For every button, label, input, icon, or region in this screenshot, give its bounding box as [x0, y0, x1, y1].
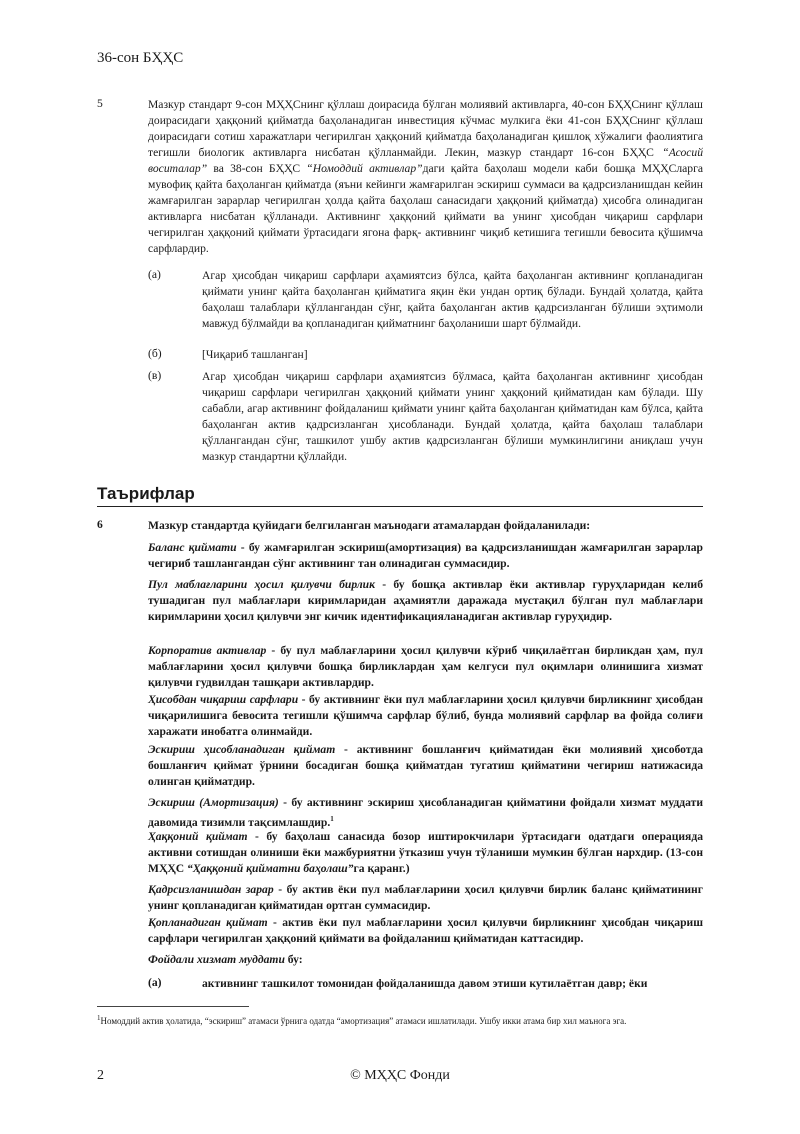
sub-item-label-v: (в): [148, 369, 162, 382]
definition-quote: “Ҳаққоний қийматни баҳолаш”: [186, 862, 354, 875]
footer-copyright: © МҲҲС Фонди: [350, 1068, 450, 1083]
definition-term: Қопланадиган қиймат: [148, 916, 268, 929]
definition-item: [148, 540, 703, 572]
definition-item: [148, 952, 703, 968]
footnote-text: Номоддий актив ҳолатида, “эскириш” атамаси ўрнига одатда “амортизация” атамаси ишлатилади. Ушбу икки атама бир хил маънога эга.: [100, 1016, 627, 1026]
paragraph-number-6: 6: [97, 518, 103, 531]
footnote: [97, 1012, 703, 1027]
definition-item: [148, 829, 703, 877]
definition-sub-text: активнинг ташкилот томонидан фойдаланишда давом этиши кутилаётган давр; ёки: [202, 977, 648, 990]
definition-text: бу:: [284, 953, 303, 966]
definition-term: Пул маблағларини ҳосил қилувчи бирлик: [148, 578, 375, 591]
definition-term: Ҳисобдан чиқариш сарфлари: [148, 693, 299, 706]
definition-term: Эскириш (Амортизация): [148, 796, 279, 809]
definition-text: - актив ёки пул маблағларини ҳосил қилувчи бирликнинг ҳисобдан чиқариш сарфлари чегирилган ҳаққоний қиймати ва фойдаланиш қийматидан каттасидир.: [148, 916, 703, 945]
footnote-rule: [97, 1006, 249, 1007]
sub-item-label-a: (а): [148, 268, 161, 281]
paragraph-5-quote-2: “Номоддий активлар”: [306, 162, 423, 175]
definition-item: [148, 643, 703, 691]
paragraph-number: 5: [97, 97, 103, 110]
definition-text: - бу бошқа активлар ёки активлар гуруҳларидан келиб тушадиган пул маблағлари киримларидан аҳамиятли даражада мустақил бўлган пул маблағлари киримларини ҳосил қилувчи энг кичик идентификацияланадиган активлар гуруҳидир.: [148, 578, 703, 623]
definition-item: [148, 692, 703, 740]
footnote-marker: 1: [330, 815, 334, 823]
definition-item: [148, 915, 703, 947]
definition-sub-label: (а): [148, 976, 162, 989]
page-header-title: 36-сон БҲҲС: [97, 50, 184, 66]
sub-item-label-b: (б): [148, 347, 162, 360]
paragraph-5-quote-1: “Асосий воситалар”: [148, 146, 703, 175]
definition-term: Қадрсизланишдан зарар: [148, 883, 274, 896]
sub-item-text-a: Агар ҳисобдан чиқариш сарфлари аҳамиятсиз бўлса, қайта баҳоланган активнинг қопланадиган қиймати унинг қайта баҳоланган қийматига яқин ёки ундан ортиқ бўлади. Бундай ҳолатда, қайта баҳолаш талаблари қўллангандан сўнг, қайта баҳоланган актив қадрсизланган бўлиши эҳтимоли мавжуд бўлмайди ва қопланадиган қийматнинг баҳоланиши шарт бўлмайди.: [202, 269, 703, 330]
definition-term: Корпоратив активлар: [148, 644, 267, 657]
sub-item-text-b: [Чиқариб ташланган]: [202, 348, 308, 361]
definition-text: - бу активнинг эскириш ҳисобланадиган қийматини фойдали хизмат муддати давомида тизимли тақсимлашдир.: [148, 796, 703, 829]
definition-item: [148, 742, 703, 790]
definition-text: - бу пул маблағларини ҳосил қилувчи кўриб чиқилаётган бирликдан ҳам, пул маблағларини ҳосил қилувчи бошқа бирликлардан ҳам келгуси пул оқимлари олинишига хизмат қилувчи гудвилдан ташқари активлардир.: [148, 644, 703, 689]
paragraph-5-tail: даги қайта баҳолаш модели каби бошқа МҲҲСларга мувофиқ қайта баҳоланган қийматда (яъни кейинги жамғарилган эскириш суммаси ва қадрсизланишдан кейин жамғарилган зарарлар чегирилган ҳолда қайта баҳолаш санасидаги ҳаққоний қийматда) ҳисобга олинадиган активларга нисбатан қўлланади. Активнинг ҳаққоний қиймати ва унинг ҳисобдан чиқариш сарфлари чегирилган ҳаққоний қиймати ўртасидаги ягона фарқ- активнинг чиқиб кетишига тегишли бевосита қўшимча сарфлардир.: [148, 162, 703, 255]
paragraph-5: [148, 97, 703, 257]
definition-tail: га қаранг.): [353, 862, 410, 875]
definition-term: Ҳаққоний қиймат: [148, 830, 248, 843]
paragraph-6-intro: Мазкур стандартда қуйидаги белгиланган маънодаги атамалардан фойдаланилади:: [148, 519, 591, 532]
definition-text: - бу жамғарилган эскириш(амортизация) ва қадрсизланишдан жамғарилган зарарлар чегириб ташлангандан сўнг активнинг тан олинадиган суммасидир.: [148, 541, 703, 570]
footnote-mark: 1: [97, 1014, 101, 1022]
definition-term: Фойдали хизмат муддати: [148, 953, 285, 966]
definition-term: Эскириш ҳисобланадиган қиймат: [148, 743, 336, 756]
definition-text: - бу активнинг ёки пул маблағларини ҳосил қилувчи бирликнинг ҳисобдан чиқарилишига бевосита тегишли қўшимча сарфлар бўлиб, бунда молиявий сарфлар ва фойда солиғи харажати инобатга олинмайди.: [148, 693, 704, 738]
definition-text: - бу баҳолаш санасида бозор иштирокчилари ўртасидаги одатдаги операцияда активни сотишдан олиниши ёки мажбуриятни ўтказиш учун тўланиши мумкин бўлган нархдир. (13-сон МҲҲС: [148, 830, 703, 875]
definition-text: - бу актив ёки пул маблағларини ҳосил қилувчи бирлик баланс қийматининг унинг қопланадиган қийматидан ортган суммасидир.: [148, 883, 703, 912]
page-number: 2: [97, 1068, 104, 1083]
definition-text: - активнинг бошланғич қийматидан ёки молиявий ҳисоботда бошланғич қиймат ўрнини босадиган бошқа қийматдан тугатиш қийматини чегириш натижасида олинган қийматдир.: [148, 743, 703, 788]
definition-term: Баланс қиймати: [148, 541, 237, 554]
definition-item: [148, 882, 703, 914]
paragraph-5-mid: ва 38-сон БҲҲС: [207, 162, 307, 175]
sub-item-text-v: Агар ҳисобдан чиқариш сарфлари аҳамиятсиз бўлмаса, қайта баҳоланган активнинг ҳисобдан чиқариш сарфлари чегирилган ҳаққоний қиймати унинг ҳаққоний қийматидан кам бўлади. Шу сабабли, агар активнинг фойдаланиш қиймати унинг қайта баҳоланган қийматидан кам бўлса, қайта баҳоланган актив қадрсизланган ҳисобланади. Бундай ҳолатда, қайта баҳолаш талаблари қўллангандан сўнг, ташкилот ушбу актив қадрсизланган бўлиши мумкинлигини аниқлаш учун мазкур стандартни қўллайди.: [202, 370, 703, 463]
definition-item: [148, 577, 703, 625]
definition-item: [148, 795, 703, 831]
section-heading: Таърифлар: [97, 484, 703, 507]
paragraph-5-text: Мазкур стандарт 9-сон МҲҲСнинг қўллаш доирасида бўлган молиявий активларга, 40-сон БҲҲСнинг қўллаш доирасидаги ҳаққоний қийматда баҳоланадиган инвестиция кўчмас мулкига ёки 41-сон БҲҲСнинг қўллаш доирасидаги сотиш харажатлари чегирилган ҳаққоний қийматда баҳоланадиган қишлоқ хўжалиги фаолиятига тегишли биологик активларга нисбатан қўлланмайди. Лекин, мазкур стандарт 16-сон БҲҲС: [148, 98, 703, 159]
